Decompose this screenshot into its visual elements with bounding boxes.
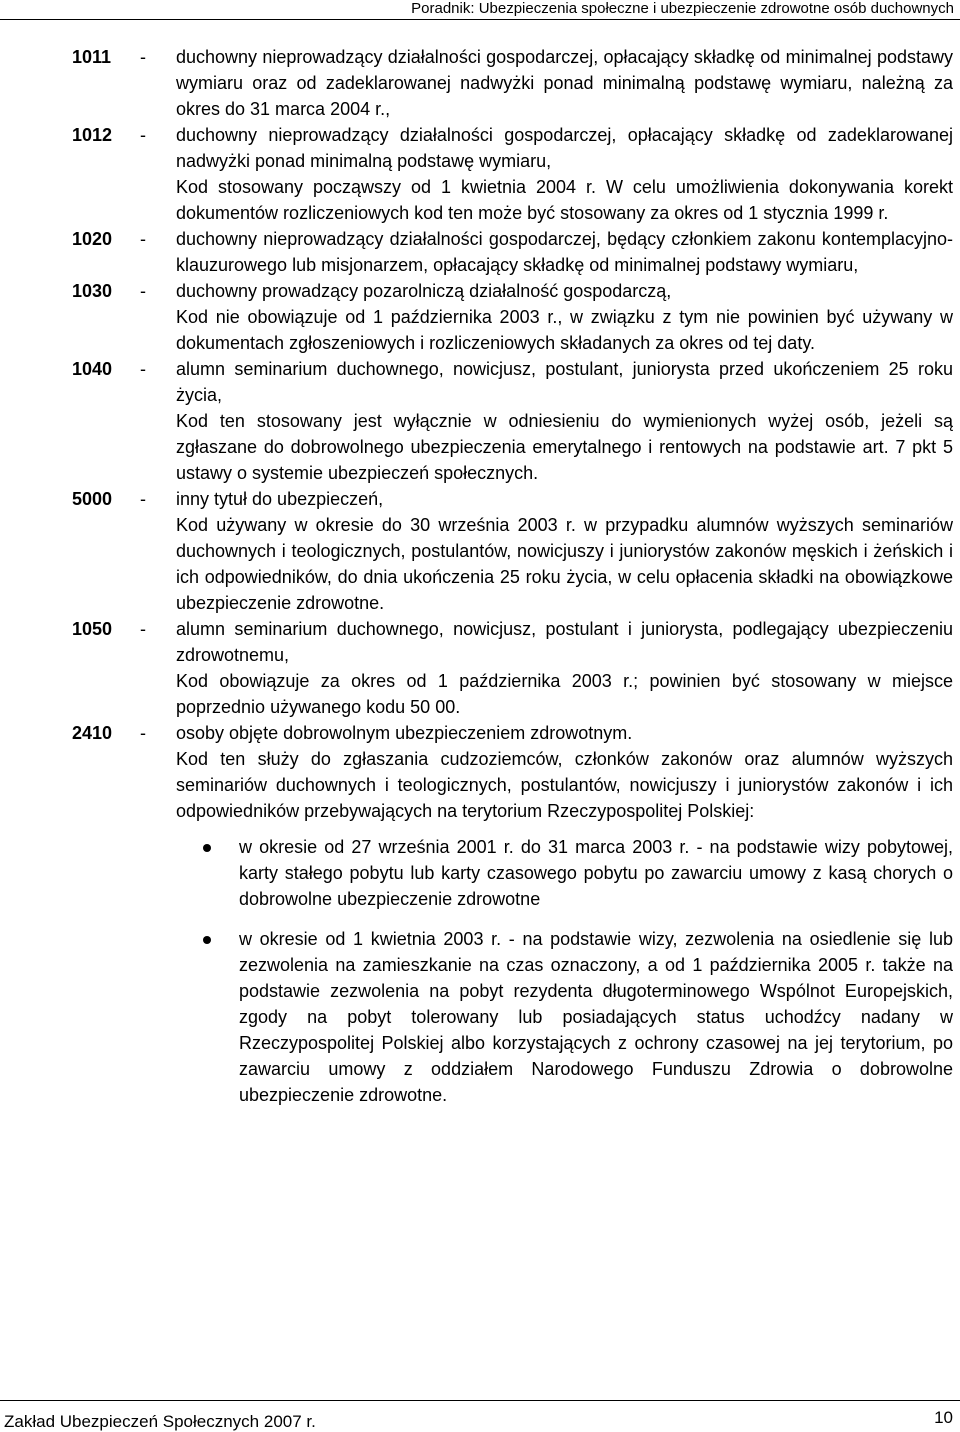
code-entry-1012 (0, 122, 960, 226)
code-entry-1050 (0, 616, 960, 720)
entry-code: 2410 (72, 723, 113, 743)
entry-description: alumn seminarium duchownego, nowicjusz, postulant i juniorysta, podlegający ubezpieczeniu zdrowotnemu, (176, 619, 953, 665)
entry-code: 1050 (72, 619, 113, 639)
page-footer (0, 1400, 960, 1432)
entry-dash: - (140, 619, 146, 639)
code-list (0, 44, 960, 1108)
entry-dash: - (140, 229, 146, 249)
entry-code: 1040 (72, 359, 113, 379)
bullet-text: w okresie od 1 kwietnia 2003 r. - na podstawie wizy, zezwolenia na osiedlenie się lub zezwolenia na zamieszkanie na czas oznaczony, a od 1 października 2005 r. także na podstawie zezwolenia na pobyt rezydenta długoterminowego Wspólnot Europejskich, zgody na pobyt tolerowany lub posiadających status uchodźcy nadany w Rzeczypospolitej Polskiej albo korzystających z ochrony czasowej na jej terytorium, po zawarciu umowy z oddziałem Narodowego Funduszu Zdrowia o dobrowolne ubezpieczenie zdrowotne. (239, 929, 953, 1105)
bullet-icon (203, 844, 211, 852)
entry-code: 5000 (72, 489, 113, 509)
entry-description: duchowny nieprowadzący działalności gospodarczej, opłacający składkę od minimalnej podstawy wymiaru oraz od zadeklarowanej nadwyżki ponad minimalną podstawę wymiaru, należną za okres do 31 marca 2004 r., (176, 47, 953, 119)
entry-note: Kod ten służy do zgłaszania cudzoziemców, członków zakonów oraz alumnów wyższych seminariów duchownych i teologicznych, postulantów, nowicjuszy i juniorystów zakonów i ich odpowiedników przebywających na terytorium Rzeczypospolitej Polskiej: (176, 749, 953, 821)
entry-note: Kod obowiązuje za okres od 1 października 2003 r.; powinien być stosowany w miejsce poprzednio używanego kodu 50 00. (176, 671, 953, 717)
code-entry-5000 (0, 486, 960, 616)
code-entry-1030 (0, 278, 960, 356)
footer-publisher: Zakład Ubezpieczeń Społecznych 2007 r. (4, 1412, 316, 1431)
entry-code: 1030 (72, 281, 113, 301)
entry-note: Kod stosowany począwszy od 1 kwietnia 2004 r. W celu umożliwienia dokonywania korekt dokumentów rozliczeniowych kod ten może być stosowany za okres od 1 stycznia 1999 r. (176, 177, 953, 223)
entry-code: 1012 (72, 125, 113, 145)
code-entry-1011 (0, 44, 960, 122)
entry-description: inny tytuł do ubezpieczeń, (176, 489, 384, 509)
entry-note: Kod używany w okresie do 30 września 2003 r. w przypadku alumnów wyższych seminariów duchownych i teologicznych, postulantów, nowicjuszy i juniorystów zakonów męskich i żeńskich i ich odpowiedników, do dnia ukończenia 25 roku życia, w celu opłacenia składki na obowiązkowe ubezpieczenie zdrowotne. (176, 515, 953, 613)
header-title: Poradnik: Ubezpieczenia społeczne i ubezpieczenie zdrowotne osób duchownych (411, 0, 954, 17)
entry-code: 1011 (72, 47, 112, 67)
code-entry-1040 (0, 356, 960, 486)
bullet-item (176, 926, 953, 1108)
entry-code: 1020 (72, 229, 113, 249)
entry-dash: - (140, 723, 146, 743)
bullet-icon (203, 936, 211, 944)
entry-description: duchowny nieprowadzący działalności gospodarczej, będący członkiem zakonu kontemplacyjno-klauzurowego lub misjonarzem, opłacający składkę od minimalnej podstawy wymiaru, (176, 229, 953, 275)
entry-dash: - (140, 281, 146, 301)
entry-description: duchowny prowadzący pozarolniczą działalność gospodarczą, (176, 281, 672, 301)
entry-note: Kod nie obowiązuje od 1 października 2003 r., w związku z tym nie powinien być używany w dokumentach zgłoszeniowych i rozliczeniowych składanych za okres od tej daty. (176, 307, 953, 353)
entry-description: alumn seminarium duchownego, nowicjusz, postulant, juniorysta przed ukończeniem 25 roku życia, (176, 359, 953, 405)
bullet-text: w okresie od 27 września 2001 r. do 31 marca 2003 r. - na podstawie wizy pobytowej, karty stałego pobytu lub karty czasowego pobytu po zawarciu umowy z kasą chorych o dobrowolne ubezpieczenie zdrowotne (239, 837, 953, 909)
code-entry-1020 (0, 226, 960, 278)
entry-dash: - (140, 125, 146, 145)
entry-dash: - (140, 359, 146, 379)
running-header (0, 0, 960, 20)
entry-dash: - (140, 47, 146, 67)
bullet-item (176, 834, 953, 912)
bullet-list (176, 834, 953, 1108)
entry-description: osoby objęte dobrowolnym ubezpieczeniem zdrowotnym. (176, 723, 633, 743)
page-number: 10 (934, 1408, 953, 1427)
entry-note: Kod ten stosowany jest wyłącznie w odniesieniu do wymienionych wyżej osób, jeżeli są zgłaszane do dobrowolnego ubezpieczenia emerytalnego i rentowych na podstawie art. 7 pkt 5 ustawy o systemie ubezpieczeń społecznych. (176, 411, 953, 483)
entry-description: duchowny nieprowadzący działalności gospodarczej, opłacający składkę od zadeklarowanej nadwyżki ponad minimalną podstawę wymiaru, (176, 125, 953, 171)
entry-dash: - (140, 489, 146, 509)
code-entry-2410 (0, 720, 960, 1108)
